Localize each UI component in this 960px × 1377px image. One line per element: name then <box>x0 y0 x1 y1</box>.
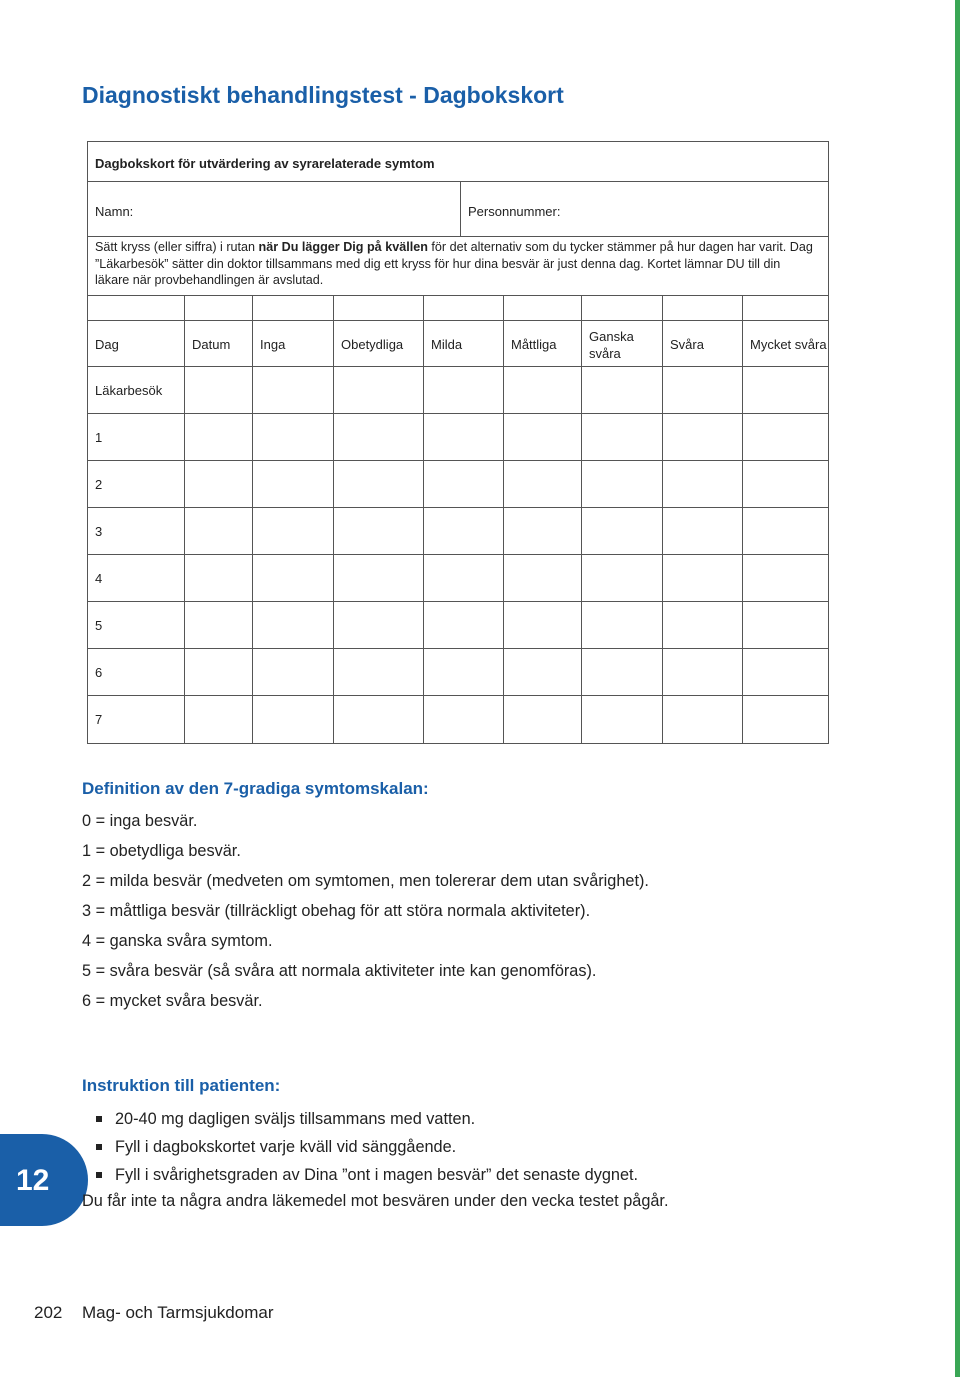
checkbox-cell[interactable] <box>253 696 334 743</box>
grid-row <box>88 696 828 743</box>
row-label: 5 <box>88 602 185 648</box>
grid-row <box>88 555 828 602</box>
instr-text-end: för det alternativ som du tycker stämmer på hur dagen har varit. Dag ”Läkarbesök” sätter din doktor tillsammans med dig ett kryss för hur dina besvär är just denna dag. Kortet lämnar DU till din läkare när provbehandlingen är avslutad. <box>95 240 813 287</box>
checkbox-cell[interactable] <box>253 367 334 413</box>
col-header: Dag <box>88 321 185 366</box>
col-header: Obetydliga <box>334 321 424 366</box>
definition-item: 0 = inga besvär. <box>82 812 198 830</box>
date-cell[interactable] <box>185 461 253 507</box>
checkbox-cell[interactable] <box>424 461 504 507</box>
date-cell[interactable] <box>185 555 253 601</box>
checkbox-cell[interactable] <box>582 508 663 554</box>
checkbox-cell[interactable] <box>504 696 582 743</box>
checkbox-cell[interactable] <box>743 367 828 413</box>
checkbox-cell[interactable] <box>424 555 504 601</box>
card-instructions <box>88 237 828 296</box>
checkbox-cell[interactable] <box>253 508 334 554</box>
col-header: Mycket svåra <box>750 337 827 352</box>
checkbox-cell[interactable] <box>743 649 828 695</box>
grid-row <box>88 508 828 555</box>
checkbox-cell[interactable] <box>663 414 743 460</box>
date-cell[interactable] <box>185 649 253 695</box>
chapter-tab <box>0 1134 88 1226</box>
checkbox-cell[interactable] <box>743 602 828 648</box>
instruction-item <box>96 1105 638 1133</box>
footer-section-title: Mag- och Tarmsjukdomar <box>82 1303 274 1322</box>
checkbox-cell[interactable] <box>334 555 424 601</box>
checkbox-cell[interactable] <box>424 414 504 460</box>
col-header: Milda <box>424 321 504 366</box>
row-label: 3 <box>88 508 185 554</box>
row-label: 7 <box>88 696 185 743</box>
instruction-item <box>96 1133 638 1161</box>
date-cell[interactable] <box>185 696 253 743</box>
row-label: 6 <box>88 649 185 695</box>
col-header: Svåra <box>663 321 743 366</box>
checkbox-cell[interactable] <box>504 649 582 695</box>
grid-row <box>88 602 828 649</box>
date-cell[interactable] <box>185 414 253 460</box>
instruction-list <box>96 1105 638 1189</box>
instruction-text: Fyll i dagbokskortet varje kväll vid sänggående. <box>115 1138 457 1156</box>
checkbox-cell[interactable] <box>663 555 743 601</box>
col-header: Ganska svåra <box>582 321 663 366</box>
checkbox-cell[interactable] <box>743 414 828 460</box>
checkbox-cell[interactable] <box>663 367 743 413</box>
definition-heading: Definition av den 7-gradiga symtomskalan: <box>82 779 429 798</box>
checkbox-cell[interactable] <box>253 414 334 460</box>
checkbox-cell[interactable] <box>743 555 828 601</box>
checkbox-cell[interactable] <box>582 696 663 743</box>
definition-item: 5 = svåra besvär (så svåra att normala aktiviteter inte kan genomföras). <box>82 962 597 980</box>
instr-text-start: Sätt kryss (eller siffra) i rutan <box>95 240 259 254</box>
checkbox-cell[interactable] <box>743 508 828 554</box>
checkbox-cell[interactable] <box>582 414 663 460</box>
row-label: 2 <box>88 461 185 507</box>
checkbox-cell[interactable] <box>424 367 504 413</box>
definition-item: 6 = mycket svåra besvär. <box>82 992 263 1010</box>
checkbox-cell[interactable] <box>253 649 334 695</box>
checkbox-cell[interactable] <box>743 461 828 507</box>
instruction-text: Fyll i svårighetsgraden av Dina ”ont i magen besvär” det senaste dygnet. <box>115 1166 639 1184</box>
definition-item: 2 = milda besvär (medveten om symtomen, men tolererar dem utan svårighet). <box>82 872 649 890</box>
instruction-heading: Instruktion till patienten: <box>82 1076 281 1095</box>
diary-card <box>87 141 829 744</box>
checkbox-cell[interactable] <box>663 461 743 507</box>
checkbox-cell[interactable] <box>334 461 424 507</box>
checkbox-cell[interactable] <box>424 602 504 648</box>
checkbox-cell[interactable] <box>424 508 504 554</box>
checkbox-cell[interactable] <box>663 649 743 695</box>
checkbox-cell[interactable] <box>504 414 582 460</box>
checkbox-cell[interactable] <box>582 367 663 413</box>
checkbox-cell[interactable] <box>334 508 424 554</box>
name-row <box>88 182 828 237</box>
grid-row <box>88 414 828 461</box>
edge-color-bar <box>955 0 960 1377</box>
col-header: Inga <box>253 321 334 366</box>
checkbox-cell[interactable] <box>504 461 582 507</box>
col-header: Datum <box>185 321 253 366</box>
closing-note: Du får inte ta några andra läkemedel mot besvären under den vecka testet pågår. <box>82 1192 669 1210</box>
name-field[interactable]: Namn: <box>88 182 461 236</box>
checkbox-cell[interactable] <box>663 696 743 743</box>
checkbox-cell[interactable] <box>582 602 663 648</box>
grid-row <box>88 367 828 414</box>
checkbox-cell[interactable] <box>582 555 663 601</box>
symptom-grid <box>88 321 828 743</box>
square-bullet-icon <box>96 1116 102 1122</box>
checkbox-cell[interactable] <box>582 461 663 507</box>
instr-text-bold: när Du lägger Dig på kvällen <box>258 240 428 254</box>
definition-item: 3 = måttliga besvär (tillräckligt obehag för att störa normala aktiviteter). <box>82 902 591 920</box>
checkbox-cell[interactable] <box>582 649 663 695</box>
page-number: 202 <box>34 1303 63 1322</box>
personal-number-field[interactable]: Personnummer: <box>468 204 561 219</box>
definition-list <box>82 809 649 1019</box>
checkbox-cell[interactable] <box>334 602 424 648</box>
chapter-number: 12 <box>16 1164 50 1197</box>
checkbox-cell[interactable] <box>663 602 743 648</box>
checkbox-cell[interactable] <box>334 649 424 695</box>
definition-item: 4 = ganska svåra symtom. <box>82 932 273 950</box>
checkbox-cell[interactable] <box>663 508 743 554</box>
checkbox-cell[interactable] <box>253 555 334 601</box>
checkbox-cell[interactable] <box>253 461 334 507</box>
row-label: 1 <box>88 414 185 460</box>
checkbox-cell[interactable] <box>253 602 334 648</box>
spacer-row <box>88 296 828 321</box>
square-bullet-icon <box>96 1144 102 1150</box>
instruction-item <box>96 1161 638 1189</box>
checkbox-cell[interactable] <box>504 508 582 554</box>
grid-row <box>88 649 828 696</box>
checkbox-cell[interactable] <box>334 696 424 743</box>
row-label: Läkarbesök <box>88 367 185 413</box>
checkbox-cell[interactable] <box>334 414 424 460</box>
grid-header-row <box>88 321 828 367</box>
checkbox-cell[interactable] <box>504 555 582 601</box>
card-heading: Dagbokskort för utvärdering av syrarelaterade symtom <box>88 142 828 182</box>
checkbox-cell[interactable] <box>743 696 828 743</box>
col-header: Måttliga <box>504 321 582 366</box>
checkbox-cell[interactable] <box>504 602 582 648</box>
date-cell[interactable] <box>185 602 253 648</box>
definition-item: 1 = obetydliga besvär. <box>82 842 241 860</box>
instruction-text: 20-40 mg dagligen sväljs tillsammans med vatten. <box>115 1110 476 1128</box>
checkbox-cell[interactable] <box>424 696 504 743</box>
checkbox-cell[interactable] <box>424 649 504 695</box>
square-bullet-icon <box>96 1172 102 1178</box>
grid-row <box>88 461 828 508</box>
row-label: 4 <box>88 555 185 601</box>
page-title: Diagnostiskt behandlingstest - Dagbokskort <box>82 82 564 108</box>
checkbox-cell[interactable] <box>334 367 424 413</box>
date-cell[interactable] <box>185 367 253 413</box>
date-cell[interactable] <box>185 508 253 554</box>
checkbox-cell[interactable] <box>504 367 582 413</box>
